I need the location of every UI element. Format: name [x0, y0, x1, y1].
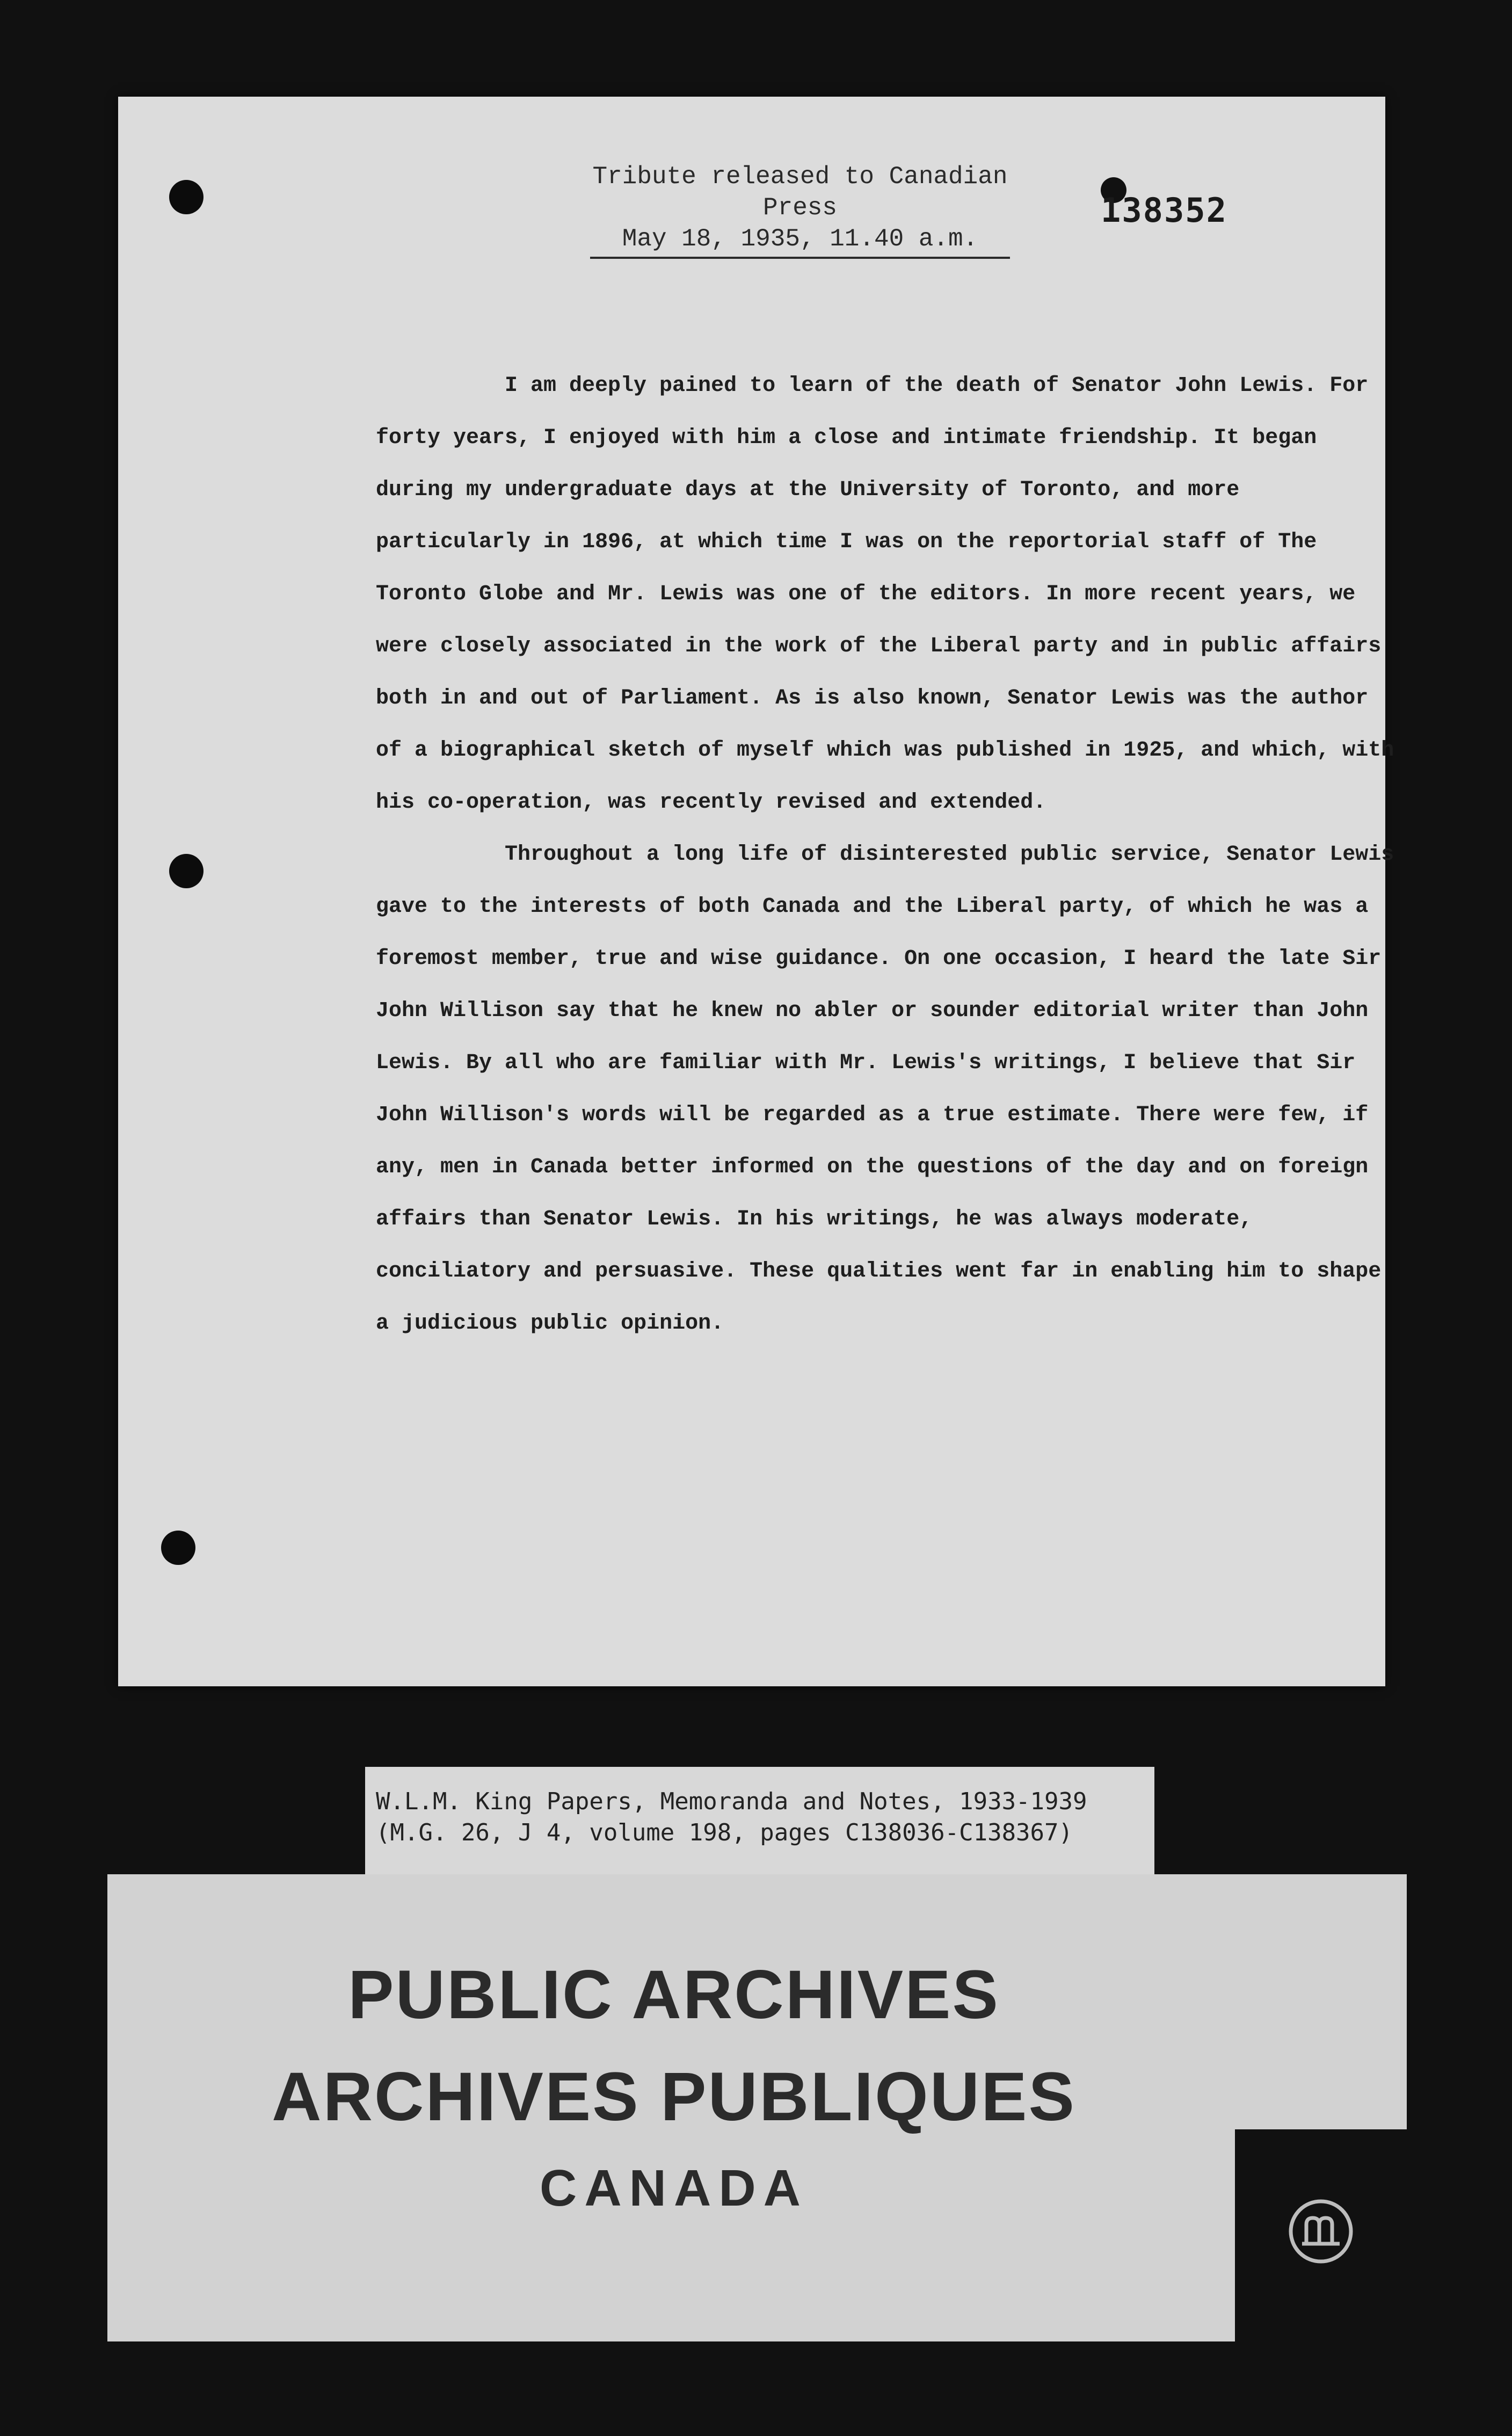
release-header-line1: Tribute released to Canadian Press: [592, 163, 1008, 222]
archives-banner-text: [107, 1944, 1240, 2229]
citation-slip: [365, 1767, 1154, 1874]
citation-line2: (M.G. 26, J 4, volume 198, pages C138036-C138367): [376, 1819, 1073, 1846]
punch-hole: [169, 854, 203, 888]
body-paragraph: Throughout a long life of disinterested public service, Senator Lewis gave to the interests of both Canada and the Liberal party, of which he was a foremost member, true and wise guidance. On one occasion, I heard the late Sir John Willison say that he knew no abler or sounder editorial writer than John Lewis. By all who are familiar with Mr. Lewis's writings, I believe that Sir John Willison's words will be regarded as a true estimate. There were few, if any, men in Canada better informed on the questions of the day and on foreign affairs than Senator Lewis. In his writings, he was always moderate, conciliatory and persuasive. These qualities went far in enabling him to shape a judicious public opinion.: [376, 843, 1394, 1336]
archives-banner-line2: ARCHIVES PUBLIQUES: [272, 2058, 1076, 2135]
citation-line1: W.L.M. King Papers, Memoranda and Notes, 1933-1939: [376, 1788, 1087, 1815]
microfilm-logo-icon: [1286, 2196, 1356, 2266]
archives-banner-line1: PUBLIC ARCHIVES: [348, 1956, 1000, 2033]
archives-banner-line3: CANADA: [540, 2159, 808, 2217]
document-number: 138352: [1101, 191, 1227, 230]
body-paragraph: I am deeply pained to learn of the death of Senator John Lewis. For forty years, I enjoyed with him a close and intimate friendship. It began during my undergraduate days at the University of Toronto, and more particularly in 1896, at which time I was on the reportorial staff of The Toronto Globe and Mr. Lewis was one of the editors. In more recent years, we were closely associated in the work of the Liberal party and in public affairs both in and out of Parliament. As is also known, Senator Lewis was the author of a biographical sketch of myself which was published in 1925, and which, with his co-operation, was recently revised and extended.: [376, 374, 1394, 815]
punch-hole: [161, 1531, 195, 1565]
tribute-body: [376, 360, 1407, 1350]
punch-hole: [169, 180, 203, 214]
document-page: [118, 97, 1394, 1686]
release-header-line2: May 18, 1935, 11.40 a.m.: [590, 223, 1011, 259]
release-header: [569, 161, 1031, 259]
